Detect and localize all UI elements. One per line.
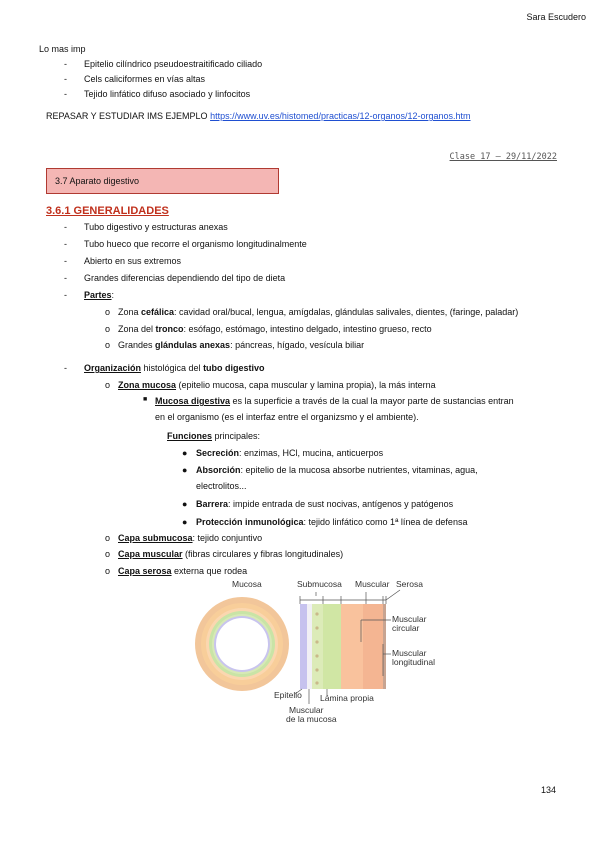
page-number: 134	[540, 785, 556, 795]
general-item: Tubo digestivo y estructuras anexas	[84, 222, 228, 232]
partes-heading	[84, 290, 114, 300]
circle-bullet: o	[105, 533, 111, 543]
capa-item: Capa serosa externa que rodea	[118, 566, 248, 576]
label-muscular-mucosa-2: de la mucosa	[286, 714, 337, 724]
intro-title: Lo mas imp	[39, 44, 86, 54]
top-brackets	[300, 590, 400, 604]
label-serosa: Serosa	[396, 579, 423, 589]
general-item: Abierto en sus extremos	[84, 256, 182, 266]
gut-layers-diagram	[195, 576, 455, 726]
mucosa-digestiva-line2: en el organismo (es el interfaz entre el organizsmo y el ambiente).	[155, 412, 419, 422]
intro-bullet: Cels caliciformes en vías altas	[84, 74, 206, 84]
section-box	[46, 168, 279, 194]
label-muscular: Muscular	[355, 579, 390, 589]
repasar-line	[46, 111, 471, 121]
partes-item: Zona del tronco: esófago, estómago, intestino delgado, intestino grueso, recto	[118, 324, 432, 334]
intro-bullet: Tejido linfático difuso asociado y linfocitos	[84, 89, 251, 99]
capa-item: Capa muscular (fibras circulares y fibras longitudinales)	[118, 549, 344, 559]
circle-bullet: o	[105, 307, 111, 317]
dash-bullet: -	[64, 273, 67, 283]
partes-colon: :	[111, 290, 115, 300]
layered-strip	[300, 604, 386, 689]
zona-mucosa: Zona mucosa (epitelio mucosa, capa muscular y lamina propia), la más interna	[118, 380, 436, 390]
dash-bullet: -	[64, 256, 67, 266]
dash-bullet: -	[64, 74, 67, 84]
subsection-title: 3.6.1 GENERALIDADES	[46, 205, 169, 217]
funcion-item: Barrera: impide entrada de sust nocivas, antígenos y patógenos	[196, 499, 454, 509]
label-muscular-longitudinal-2: longitudinal	[392, 657, 436, 667]
square-bullet: ■	[143, 396, 148, 403]
label-muscular-longitudinal-1: Muscular	[392, 648, 427, 658]
label-muscular-circular-1: Muscular	[392, 614, 427, 624]
capa-item: Capa submucosa: tejido conjuntivo	[118, 533, 263, 543]
label-submucosa: Submucosa	[297, 579, 342, 589]
general-item: Grandes diferencias dependiendo del tipo de dieta	[84, 273, 286, 283]
circle-bullet: o	[105, 340, 111, 350]
circle-bullet: o	[105, 549, 111, 559]
cross-section-ring	[195, 597, 289, 691]
funcion-item: Secreción: enzimas, HCl, mucina, anticuerpos	[196, 448, 384, 458]
mucosa-digestiva-line1: Mucosa digestiva es la superficie a través de la cual la mayor parte de sustancias entran	[155, 396, 514, 406]
funcion-item: Absorción: epitelio de la mucosa absorbe nutrientes, vitaminas, agua,	[196, 465, 478, 475]
class-note: Clase 17 – 29/11/2022	[449, 152, 557, 162]
label-epitelio: Epitelio	[274, 690, 302, 700]
dash-bullet: -	[64, 59, 67, 69]
dash-bullet: -	[64, 363, 67, 373]
label-mucosa: Mucosa	[232, 579, 262, 589]
funciones-heading: Funciones principales:	[167, 431, 261, 441]
organizacion-heading: Organización histológica del tubo digestivo	[84, 363, 265, 373]
label-muscular-mucosa-1: Muscular	[289, 705, 324, 715]
dot-bullet: ●	[182, 448, 188, 458]
dot-bullet: ●	[182, 517, 188, 527]
dash-bullet: -	[64, 89, 67, 99]
circle-bullet: o	[105, 324, 111, 334]
label-lamina-propia: Lámina propia	[320, 693, 374, 703]
funcion-item: Protección inmunológica: tejido linfático como 1ª línea de defensa	[196, 517, 468, 527]
dot-bullet: ●	[182, 465, 188, 475]
intro-bullet: Epitelio cilíndrico pseudoestraitificado ciliado	[84, 59, 263, 69]
author-name: Sara Escudero	[526, 12, 586, 22]
label-muscular-circular-2: circular	[392, 623, 420, 633]
partes-item: Zona cefálica: cavidad oral/bucal, lengua, amígdalas, glándulas salivales, dientes, (faringe, paladar)	[118, 307, 519, 317]
funcion-item-cont: electrolitos...	[196, 481, 247, 491]
dot-bullet: ●	[182, 499, 188, 509]
dash-bullet: -	[64, 222, 67, 232]
circle-bullet: o	[105, 380, 111, 390]
dash-bullet: -	[64, 239, 67, 249]
histomed-link[interactable]: https://www.uv.es/histomed/practicas/12-organos/12-organos.htm	[210, 111, 471, 121]
general-item: Tubo hueco que recorre el organismo longitudinalmente	[84, 239, 307, 249]
repasar-text: REPASAR Y ESTUDIAR IMS EJEMPLO	[46, 111, 208, 121]
partes-item: Grandes glándulas anexas: páncreas, hígado, vesícula biliar	[118, 340, 365, 350]
circle-bullet: o	[105, 566, 111, 576]
section-title: 3.7 Aparato digestivo	[55, 176, 140, 186]
dash-bullet: -	[64, 290, 67, 300]
partes-label: Partes	[84, 290, 112, 300]
